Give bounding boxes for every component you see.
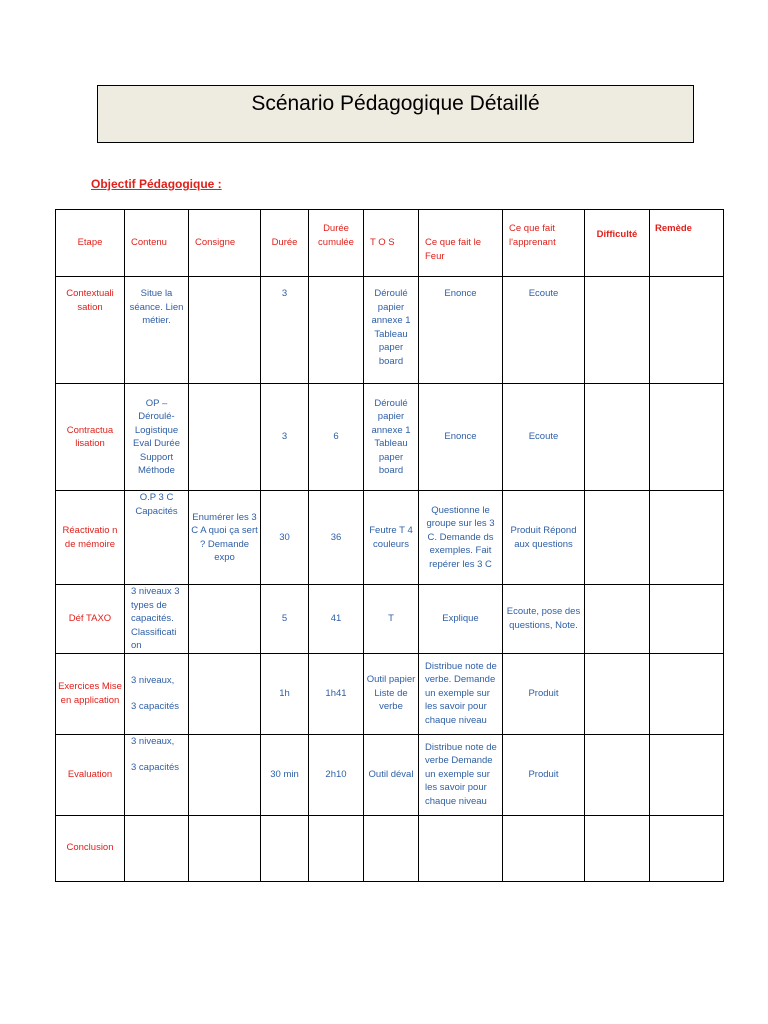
cell-apprenant: Produit	[503, 734, 585, 815]
cell-consigne	[189, 734, 261, 815]
table-header-row	[56, 210, 724, 277]
cell-tos: Déroulé papier annexe 1 Tableau paper board	[364, 277, 419, 384]
cell-remede	[650, 384, 724, 491]
title-box	[97, 85, 694, 143]
cell-etape: Contextuali sation	[56, 277, 125, 384]
header-consigne: Consigne	[189, 210, 261, 277]
cell-contenu-line1: 3 niveaux,	[131, 735, 175, 747]
cell-duree-cumulee: 1h41	[309, 653, 364, 734]
cell-formateur: Questionne le groupe sur les 3 C. Demande ds exemples. Fait repérer les 3 C	[419, 491, 503, 585]
header-contenu: Contenu	[125, 210, 189, 277]
cell-difficulte	[585, 384, 650, 491]
header-duree-cumulee: Durée cumulée	[309, 210, 364, 277]
cell-tos	[364, 815, 419, 881]
table-row	[56, 653, 724, 734]
header-apprenant: Ce que fait l'apprenant	[503, 210, 585, 277]
cell-duree: 30 min	[261, 734, 309, 815]
table-row	[56, 585, 724, 654]
cell-difficulte	[585, 585, 650, 654]
cell-difficulte	[585, 653, 650, 734]
cell-consigne	[189, 585, 261, 654]
cell-remede	[650, 277, 724, 384]
cell-contenu	[125, 815, 189, 881]
cell-formateur: Distribue note de verbe. Demande un exemple sur les savoir pour chaque niveau	[419, 653, 503, 734]
cell-tos: T	[364, 585, 419, 654]
cell-etape: Contractua lisation	[56, 384, 125, 491]
cell-apprenant	[503, 815, 585, 881]
cell-etape: Conclusion	[56, 815, 125, 881]
cell-duree-cumulee	[309, 277, 364, 384]
header-formateur: Ce que fait le Feur	[419, 210, 503, 277]
objective-label: Objectif Pédagogique :	[91, 177, 222, 191]
cell-formateur: Explique	[419, 585, 503, 654]
table-row	[56, 734, 724, 815]
cell-formateur: Enonce	[419, 384, 503, 491]
cell-etape: Evaluation	[56, 734, 125, 815]
cell-consigne	[189, 277, 261, 384]
cell-remede	[650, 734, 724, 815]
cell-contenu: Situe la séance. Lien métier.	[125, 277, 189, 384]
cell-difficulte	[585, 734, 650, 815]
cell-contenu	[125, 734, 189, 815]
cell-tos: Outil papier Liste de verbe	[364, 653, 419, 734]
header-difficulte: Difficulté	[585, 210, 650, 277]
cell-duree: 5	[261, 585, 309, 654]
table-row	[56, 384, 724, 491]
cell-etape: Déf TAXO	[56, 585, 125, 654]
table-row	[56, 277, 724, 384]
cell-contenu: 3 niveaux 3 types de capacités. Classificati on	[125, 585, 189, 654]
cell-tos: Déroulé papier annexe 1 Tableau paper board	[364, 384, 419, 491]
cell-consigne: Enumérer les 3 C A quoi ça sert ? Demande expo	[189, 491, 261, 585]
cell-consigne	[189, 815, 261, 881]
cell-formateur: Distribue note de verbe Demande un exemple sur les savoir pour chaque niveau	[419, 734, 503, 815]
cell-contenu: O.P 3 C Capacités	[125, 491, 189, 585]
cell-apprenant: Produit Répond aux questions	[503, 491, 585, 585]
cell-difficulte	[585, 491, 650, 585]
cell-duree: 30	[261, 491, 309, 585]
cell-tos: Feutre T 4 couleurs	[364, 491, 419, 585]
document-title: Scénario Pédagogique Détaillé	[251, 92, 540, 115]
cell-contenu	[125, 653, 189, 734]
cell-formateur	[419, 815, 503, 881]
table-row	[56, 491, 724, 585]
cell-apprenant: Ecoute	[503, 384, 585, 491]
cell-contenu-line2: 3 capacités	[131, 701, 180, 712]
cell-duree-cumulee: 41	[309, 585, 364, 654]
cell-duree: 3	[261, 384, 309, 491]
cell-remede	[650, 653, 724, 734]
cell-apprenant: Ecoute, pose des questions, Note.	[503, 585, 585, 654]
cell-tos: Outil déval	[364, 734, 419, 815]
cell-duree-cumulee	[309, 815, 364, 881]
cell-difficulte	[585, 277, 650, 384]
cell-remede	[650, 585, 724, 654]
table-row	[56, 815, 724, 881]
cell-duree: 1h	[261, 653, 309, 734]
cell-etape: Réactivatio n de mémoire	[56, 491, 125, 585]
cell-duree-cumulee: 6	[309, 384, 364, 491]
cell-duree-cumulee: 36	[309, 491, 364, 585]
cell-consigne	[189, 653, 261, 734]
cell-etape: Exercices Mise en application	[56, 653, 125, 734]
header-etape: Etape	[56, 210, 125, 277]
cell-contenu: OP – Déroulé- Logistique Eval Durée Support Méthode	[125, 384, 189, 491]
header-duree: Durée	[261, 210, 309, 277]
cell-difficulte	[585, 815, 650, 881]
cell-duree-cumulee: 2h10	[309, 734, 364, 815]
cell-remede	[650, 815, 724, 881]
cell-duree	[261, 815, 309, 881]
header-remede: Remède	[650, 210, 724, 277]
cell-remede	[650, 491, 724, 585]
cell-apprenant: Ecoute	[503, 277, 585, 384]
cell-contenu-line1: 3 niveaux,	[131, 674, 175, 686]
cell-duree: 3	[261, 277, 309, 384]
cell-formateur: Enonce	[419, 277, 503, 384]
cell-consigne	[189, 384, 261, 491]
scenario-table	[55, 209, 724, 882]
cell-apprenant: Produit	[503, 653, 585, 734]
cell-contenu-line2: 3 capacités	[131, 762, 180, 773]
header-tos: T O S	[364, 210, 419, 277]
